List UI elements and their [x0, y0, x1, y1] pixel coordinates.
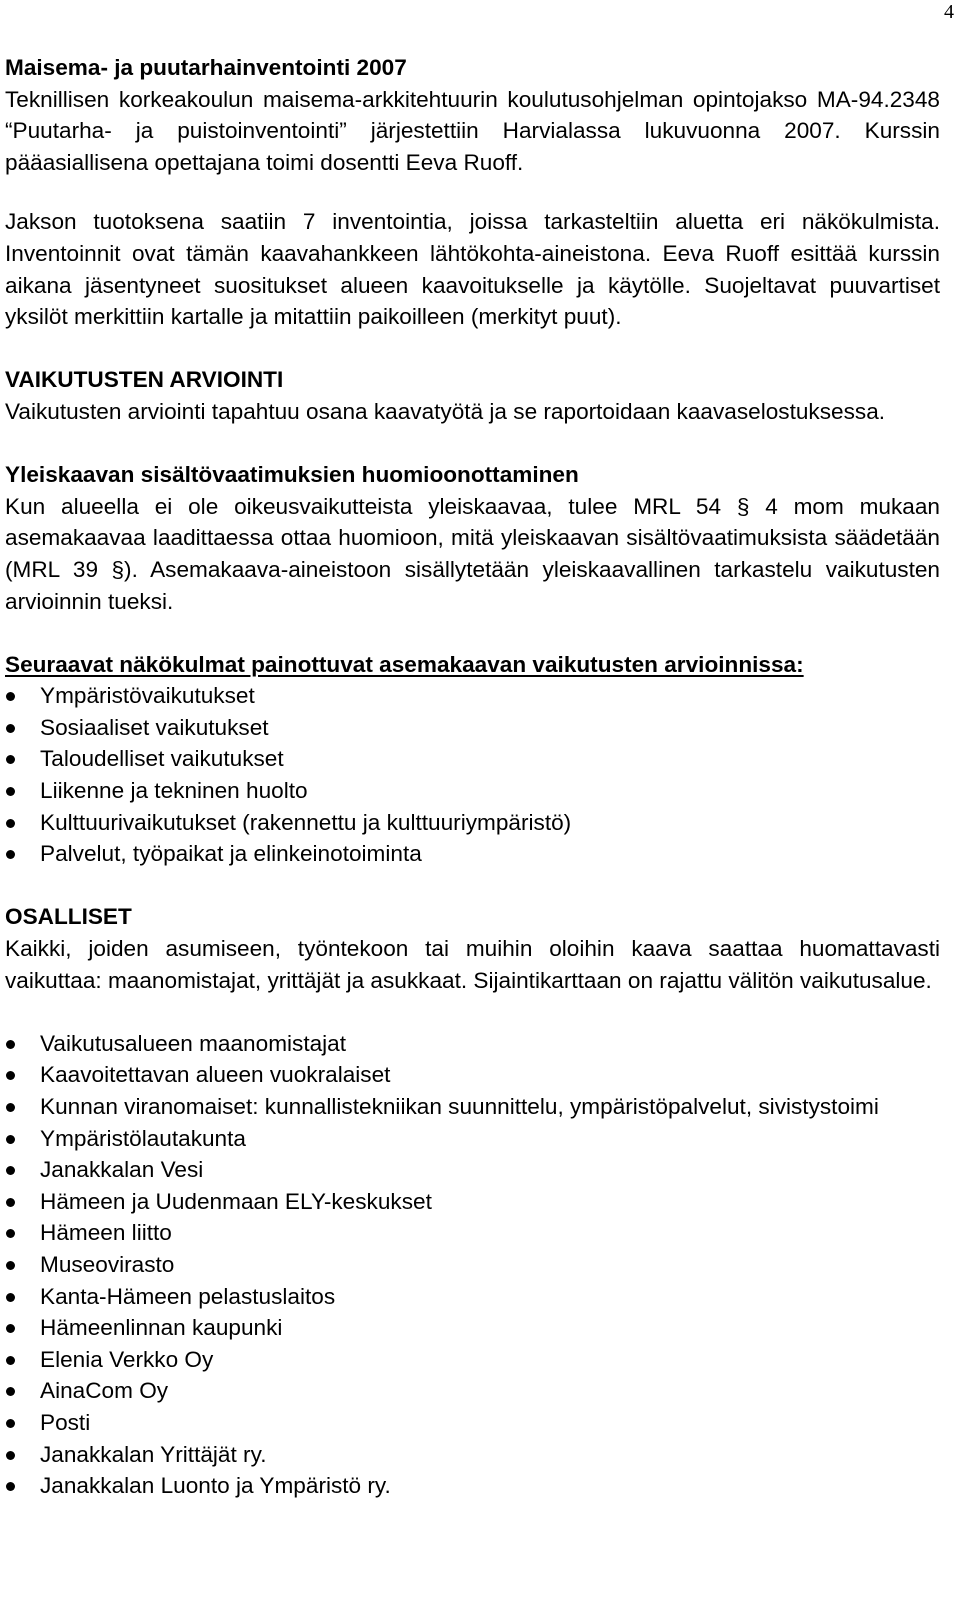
viewpoints-heading: Seuraavat näkökulmat painottuvat asemakaavan vaikutusten arvioinnissa:: [5, 651, 804, 677]
list-item: Ympäristölautakunta: [5, 1123, 940, 1155]
inventory-heading: Maisema- ja puutarhainventointi 2007: [5, 55, 407, 80]
document-body: [5, 52, 940, 1502]
bullet-icon: [6, 1261, 15, 1270]
parties-text: Kaikki, joiden asumiseen, työntekoon tai muihin oloihin kaava saattaa huomattavasti vaikuttaa: maanomistajat, yrittäjät ja asukkaat. Sijaintikarttaan on rajattu välitön vaikutusalue.: [5, 936, 940, 993]
bullet-icon: [6, 1356, 15, 1365]
inventory-paragraph-1: Teknillisen korkeakoulun maisema-arkkitehtuurin koulutusohjelman opintojakso MA-94.2348 “Puutarha- ja puistoinventointi” järjestettiin Harvialassa lukuvuonna 2007. Kurssin pääasiallisena opettajana toimi dosentti Eeva Ruoff.: [5, 86, 940, 175]
bullet-icon: [6, 1103, 15, 1112]
master-plan-heading: Yleiskaavan sisältövaatimuksien huomioonottaminen: [5, 462, 579, 488]
list-item: Taloudelliset vaikutukset: [5, 743, 940, 775]
list-item: Sosiaaliset vaikutukset: [5, 712, 940, 744]
list-item: Elenia Verkko Oy: [5, 1344, 940, 1376]
bullet-icon: [6, 692, 15, 701]
bullet-icon: [6, 1040, 15, 1049]
list-item: Ympäristövaikutukset: [5, 680, 940, 712]
list-item: Vaikutusalueen maanomistajat: [5, 1028, 940, 1060]
bullet-icon: [6, 1198, 15, 1207]
bullet-icon: [6, 1387, 15, 1396]
list-item: Posti: [5, 1407, 940, 1439]
list-item: Hämeen ja Uudenmaan ELY-keskukset: [5, 1186, 940, 1218]
bullet-icon: [6, 1419, 15, 1428]
bullet-icon: [6, 1229, 15, 1238]
bullet-icon: [6, 1451, 15, 1460]
impact-assessment-text: Vaikutusten arviointi tapahtuu osana kaavatyötä ja se raportoidaan kaavaselostuksessa.: [5, 398, 886, 424]
bullet-icon: [6, 850, 15, 859]
page-number: 4: [944, 1, 954, 23]
list-item: Janakkalan Vesi: [5, 1154, 940, 1186]
bullet-icon: [6, 1482, 15, 1491]
list-item: Kulttuurivaikutukset (rakennettu ja kulttuuriympäristö): [5, 807, 940, 839]
list-item: AinaCom Oy: [5, 1375, 940, 1407]
bullet-icon: [6, 1166, 15, 1175]
list-item: Hämeen liitto: [5, 1217, 940, 1249]
viewpoints-list: [5, 680, 940, 870]
list-item: Hämeenlinnan kaupunki: [5, 1312, 940, 1344]
parties-list: [5, 1028, 940, 1502]
bullet-icon: [6, 787, 15, 796]
bullet-icon: [6, 1135, 15, 1144]
impact-assessment-heading: VAIKUTUSTEN ARVIOINTI: [5, 367, 284, 393]
inventory-paragraph-2: Jakson tuotoksena saatiin 7 inventointia, joissa tarkasteltiin aluetta eri näkökulmista. Inventoinnit ovat tämän kaavahankkeen lähtökohta-aineistona. Eeva Ruoff esittää kurssin aikana jäsentyneet suositukset alueen kaavoitukselle ja käytölle. Suojeltavat puuvartiset yksilöt merkittiin kartalle ja mitattiin paikoilleen (merkityt puut).: [5, 209, 940, 330]
list-item: Janakkalan Yrittäjät ry.: [5, 1439, 940, 1471]
bullet-icon: [6, 1071, 15, 1080]
parties-heading: OSALLISET: [5, 904, 132, 930]
list-item: Kanta-Hämeen pelastuslaitos: [5, 1281, 940, 1313]
bullet-icon: [6, 819, 15, 828]
master-plan-text: Kun alueella ei ole oikeusvaikutteista yleiskaavaa, tulee MRL 54 § 4 mom mukaan asemakaavaa laadittaessa ottaa huomioon, mitä yleiskaavan sisältövaatimuksista säädetään (MRL 39 §). Asemakaava-aineistoon sisällytetään yleiskaavallinen tarkastelu vaikutusten arvioinnin tueksi.: [5, 493, 940, 614]
bullet-icon: [6, 1324, 15, 1333]
list-item: Kunnan viranomaiset: kunnallistekniikan suunnittelu, ympäristöpalvelut, sivistystoimi: [5, 1091, 940, 1123]
bullet-icon: [6, 755, 15, 764]
list-item: Liikenne ja tekninen huolto: [5, 775, 940, 807]
bullet-icon: [6, 724, 15, 733]
list-item: Janakkalan Luonto ja Ympäristö ry.: [5, 1470, 940, 1502]
bullet-icon: [6, 1293, 15, 1302]
list-item: Kaavoitettavan alueen vuokralaiset: [5, 1059, 940, 1091]
list-item: Museovirasto: [5, 1249, 940, 1281]
list-item: Palvelut, työpaikat ja elinkeinotoiminta: [5, 838, 940, 870]
